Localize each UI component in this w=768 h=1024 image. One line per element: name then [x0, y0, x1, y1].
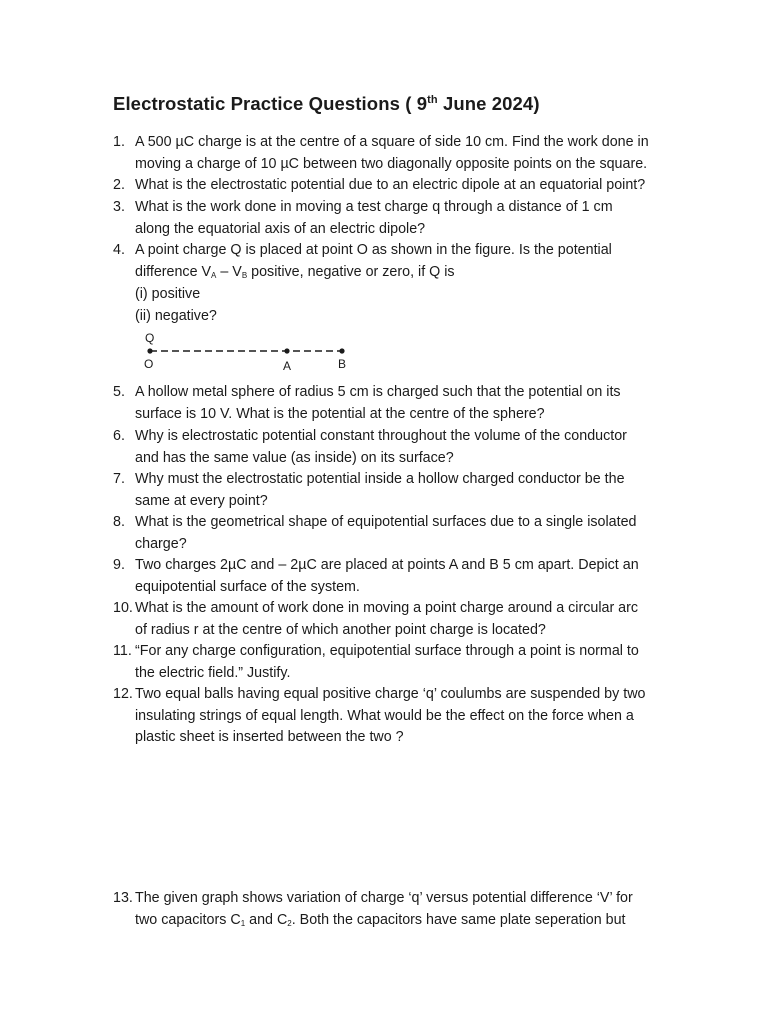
question-number: 6.: [113, 428, 125, 444]
question-text: two capacitors $C_1$ and $C_2$. Both the capacitors have same plate seperation but: [135, 911, 626, 928]
question-number: 9.: [113, 557, 125, 573]
question-text: insulating strings of equal length. What would be the effect on the force when a: [135, 707, 634, 724]
question-text: A 500 µC charge is at the centre of a square of side 10 cm. Find the work done in: [135, 134, 649, 150]
question-text: Two charges 2µC and – 2µC are placed at points A and B 5 cm apart. Depict an: [135, 557, 639, 573]
point-b-dot: [339, 348, 344, 353]
question-option: (ii) negative?: [135, 307, 217, 324]
figure-label-o: O: [144, 357, 154, 371]
question-text: Two equal balls having equal positive charge ‘q’ coulumbs are suspended by two: [135, 686, 646, 702]
charge-line-figure: [140, 330, 360, 374]
question-text: charge?: [135, 535, 187, 552]
question-10: [113, 598, 683, 641]
question-9: [113, 555, 683, 598]
question-text: The given graph shows variation of charge ‘q’ versus potential difference ‘V’ for: [135, 890, 633, 906]
figure-label-b: B: [338, 357, 347, 371]
question-7: [113, 469, 683, 512]
question-13: [113, 888, 683, 932]
question-2: [113, 175, 683, 197]
question-text: and has the same value (as inside) on its surface?: [135, 449, 454, 466]
question-6: [113, 426, 683, 469]
question-5: [113, 382, 683, 425]
question-text: What is the electrostatic potential due to an electric dipole at an equatorial point?: [135, 177, 646, 193]
question-1: [113, 132, 683, 175]
question-number: 7.: [113, 471, 125, 487]
question-4: [113, 240, 683, 327]
question-text: Why must the electrostatic potential inside a hollow charged conductor be the: [135, 471, 625, 487]
question-text: the electric field.” Justify.: [135, 664, 291, 681]
question-text: moving a charge of 10 µC between two diagonally opposite points on the square.: [135, 155, 648, 172]
question-number: 1.: [113, 134, 125, 150]
question-text: along the equatorial axis of an electric dipole?: [135, 220, 426, 237]
question-text: “For any charge configuration, equipotential surface through a point is normal to: [135, 643, 639, 659]
page-title: Electrostatic Practice Questions ( 9th June 2024): [113, 93, 540, 114]
question-number: 2.: [113, 177, 125, 193]
question-11: [113, 641, 683, 684]
question-3: [113, 197, 683, 240]
question-number: 10.: [113, 600, 133, 616]
question-text: Why is electrostatic potential constant throughout the volume of the conductor: [135, 428, 627, 444]
question-number: 13.: [113, 890, 133, 906]
figure-label-q: Q: [145, 331, 155, 345]
question-number: 3.: [113, 199, 125, 215]
question-8: [113, 512, 683, 555]
question-text: same at every point?: [135, 492, 268, 509]
question-number: 5.: [113, 384, 125, 400]
question-text: What is the work done in moving a test charge q through a distance of 1 cm: [135, 199, 613, 215]
question-option: (i) positive: [135, 286, 201, 302]
question-12: [113, 684, 683, 749]
question-number: 12.: [113, 686, 133, 702]
question-text: difference $V_A - V_B$ positive, negative or zero, if Q is: [135, 263, 455, 280]
question-text: plastic sheet is inserted between the two ?: [135, 729, 404, 745]
question-text: equipotential surface of the system.: [135, 578, 360, 595]
question-number: 4.: [113, 242, 125, 258]
question-text: of radius r at the centre of which another point charge is located?: [135, 621, 546, 638]
figure-label-a: A: [283, 359, 292, 373]
question-number: 11.: [113, 643, 132, 659]
question-text: A hollow metal sphere of radius 5 cm is charged such that the potential on its: [135, 384, 621, 400]
point-o-dot: [147, 348, 152, 353]
question-text: A point charge Q is placed at point O as shown in the figure. Is the potential: [135, 242, 612, 258]
question-number: 8.: [113, 514, 125, 530]
question-text: What is the geometrical shape of equipotential surfaces due to a single isolated: [135, 514, 637, 530]
question-text: surface is 10 V. What is the potential at the centre of the sphere?: [135, 405, 545, 422]
point-a-dot: [284, 348, 289, 353]
question-text: What is the amount of work done in moving a point charge around a circular arc: [135, 600, 639, 616]
